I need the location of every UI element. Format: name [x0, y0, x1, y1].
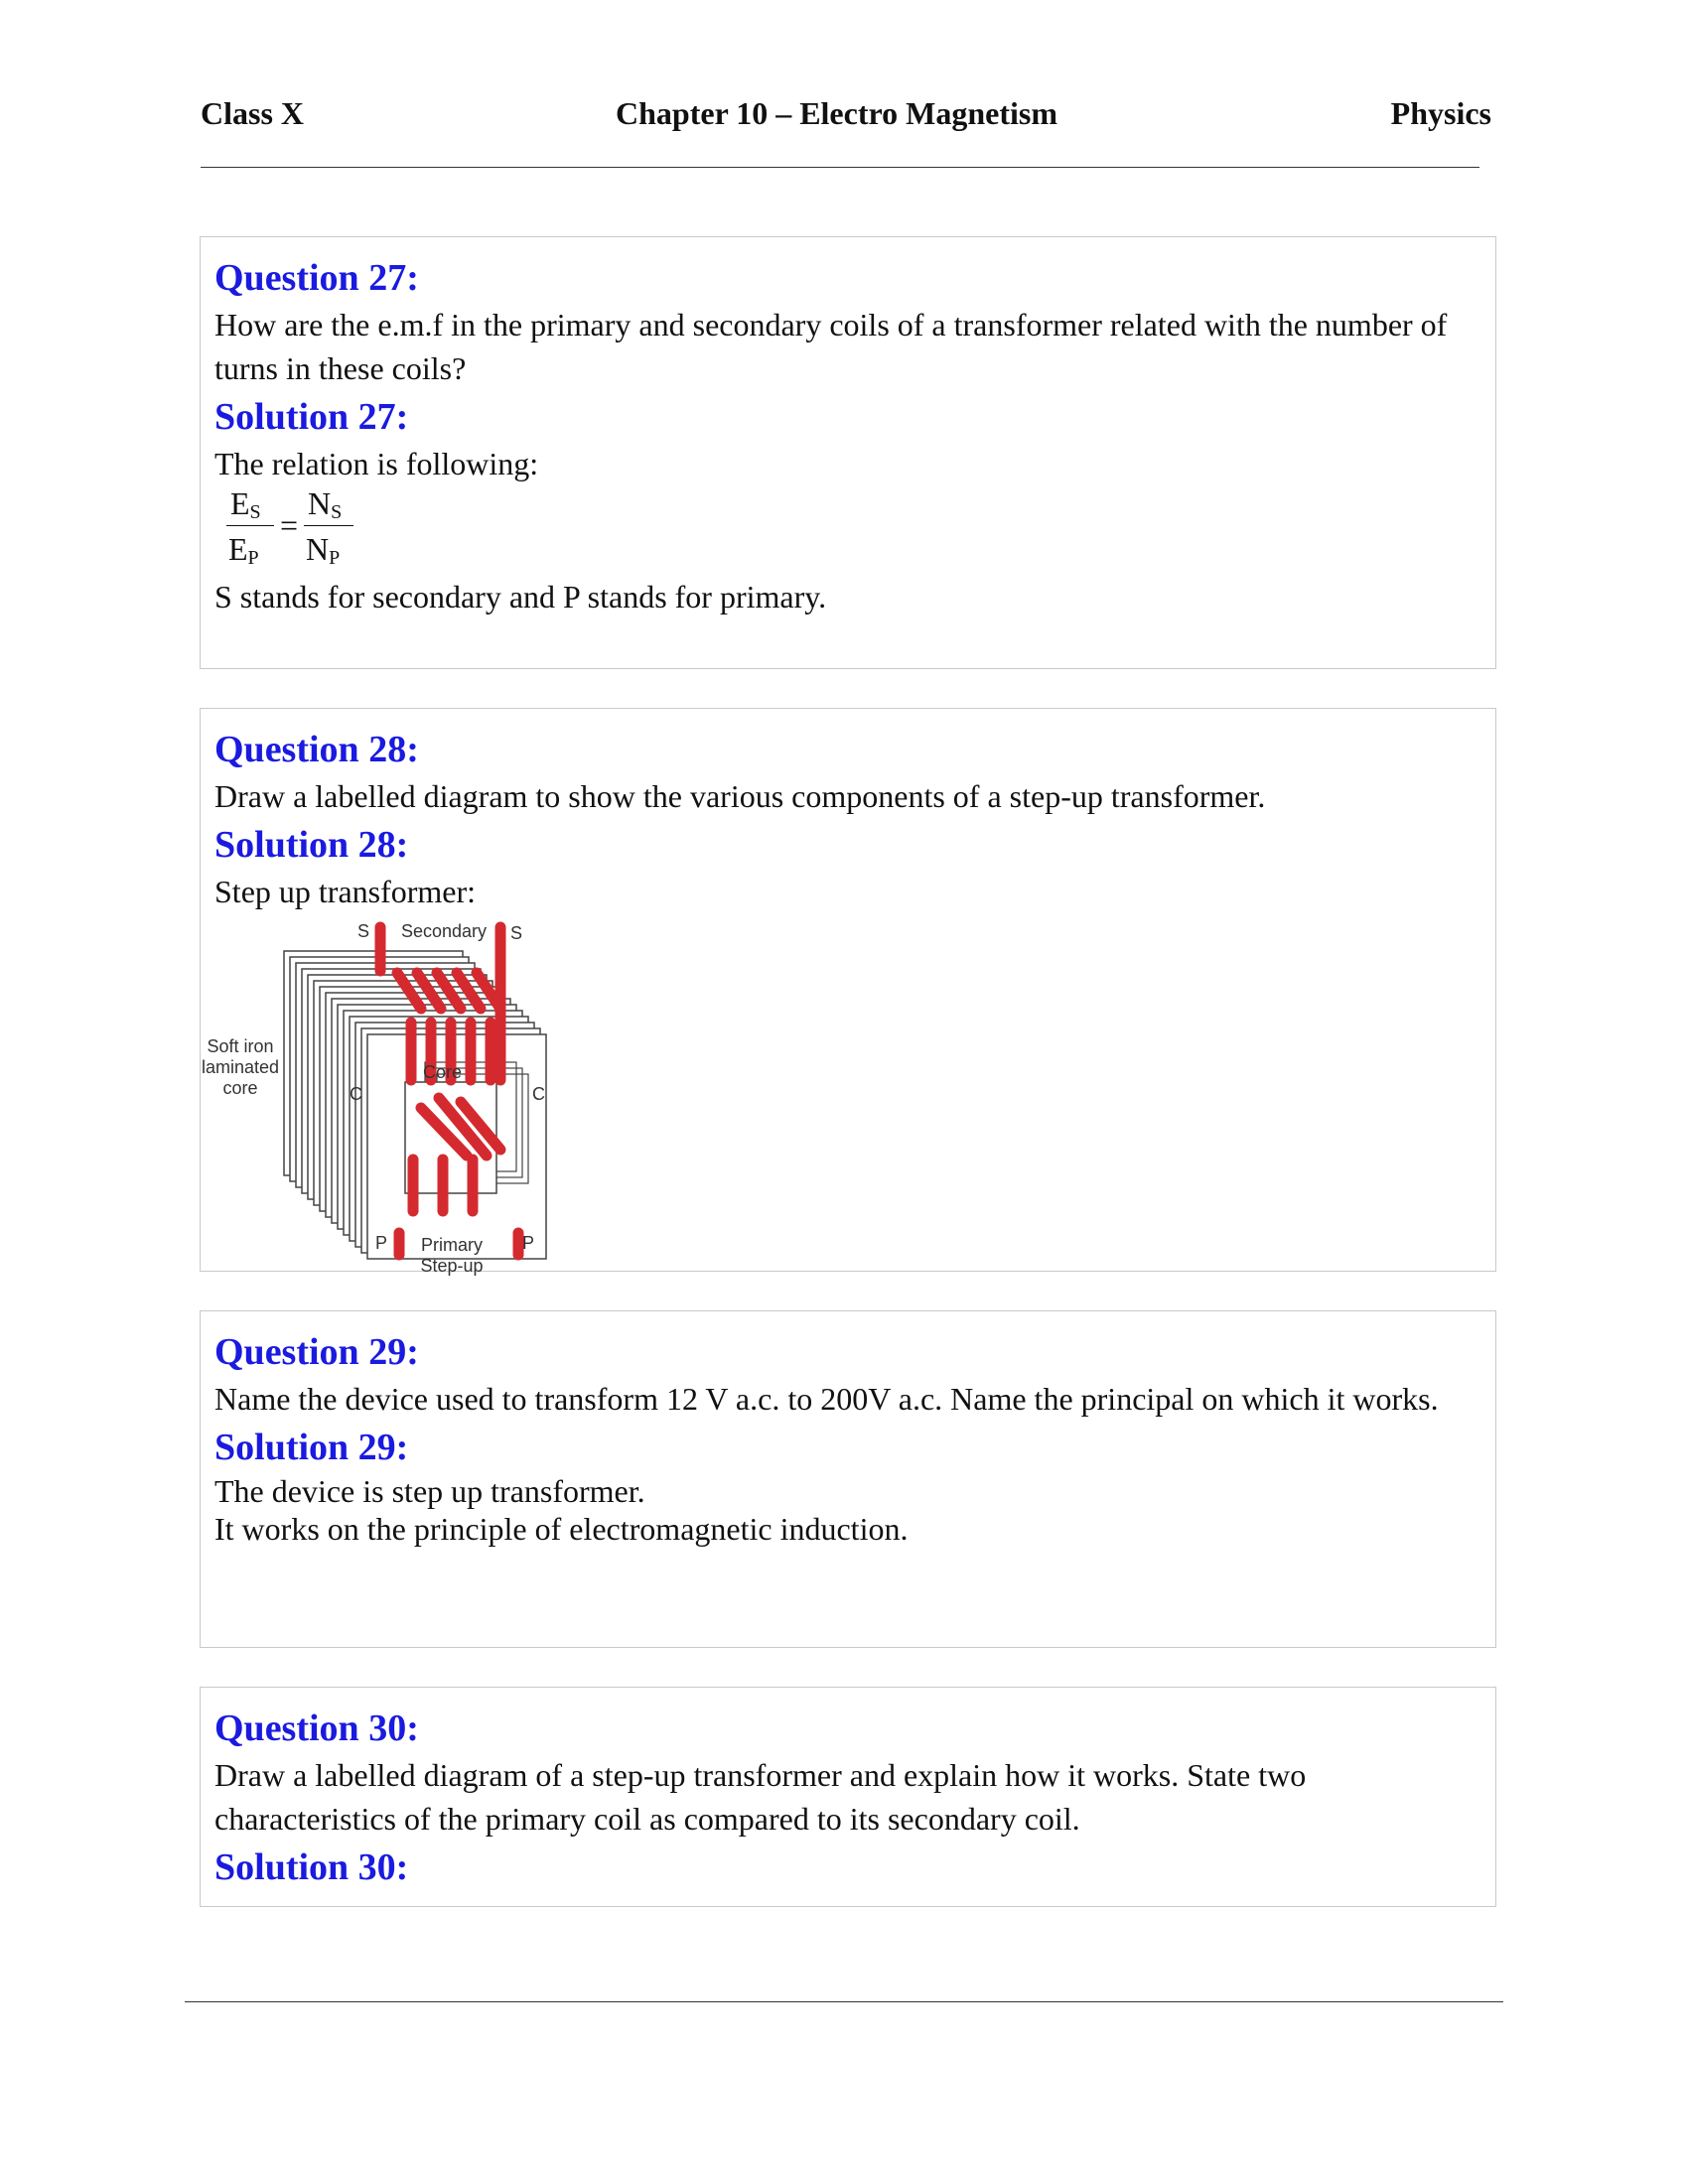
question-27-card: [200, 236, 1496, 669]
question-30-title: Question 30:: [214, 1707, 419, 1749]
solution-30-title: Solution 30:: [214, 1846, 409, 1888]
question-27-text: How are the e.m.f in the primary and secondary coils of a transformer related with the number of turns in these coils?: [214, 307, 1448, 386]
question-27-title: Question 27:: [214, 257, 419, 299]
question-28-title: Question 28:: [214, 729, 419, 770]
solution-28-line1: Step up transformer:: [214, 874, 477, 909]
solution-29-line2: It works on the principle of electromagnetic induction.: [214, 1511, 909, 1547]
emf-turns-formula: [222, 485, 361, 575]
header-subject: Physics: [1390, 95, 1491, 131]
solution-27-line1: The relation is following:: [214, 446, 539, 481]
formula-bar-left: [226, 525, 274, 526]
solution-27-title: Solution 27:: [214, 396, 409, 438]
label-c-right: C: [532, 1084, 545, 1104]
label-soft-iron-core: Soft iron laminated core: [201, 1036, 280, 1098]
formula-bar-right: [304, 525, 353, 526]
label-p-right: P: [522, 1233, 535, 1253]
formula-es: $E_S$: [230, 485, 261, 523]
footer-divider: [185, 2001, 1503, 2002]
formula-ep: $E_P$: [228, 531, 259, 569]
question-30-card: [200, 1687, 1496, 1907]
header-divider: [201, 167, 1479, 168]
question-29-title: Question 29:: [214, 1331, 419, 1373]
question-29-card: [200, 1310, 1496, 1648]
label-p-left: P: [375, 1233, 388, 1253]
solution-27-line2: S stands for secondary and P stands for primary.: [214, 579, 827, 614]
label-core: Core: [423, 1062, 463, 1082]
formula-equals: =: [280, 507, 299, 543]
question-28-card: [200, 708, 1496, 1276]
question-30-text: Draw a labelled diagram of a step-up transformer and explain how it works. State two characteristics of the primary coil as compared to its secondary coil.: [214, 1757, 1307, 1837]
header-class: Class X: [201, 95, 305, 131]
solution-28-title: Solution 28:: [214, 824, 409, 866]
label-primary-stepup: Primary Step-up: [420, 1235, 484, 1276]
header-chapter: Chapter 10 – Electro Magnetism: [616, 95, 1057, 131]
label-s-left: S: [357, 921, 370, 941]
solution-29-line1: The device is step up transformer.: [214, 1473, 645, 1509]
formula-ns: $N_S$: [308, 485, 343, 523]
page-header: [201, 95, 1491, 145]
step-up-transformer-diagram: [201, 913, 618, 1276]
question-29-text: Name the device used to transform 12 V a.c. to 200V a.c. Name the principal on which it works.: [214, 1381, 1439, 1417]
solution-29-title: Solution 29:: [214, 1427, 409, 1468]
question-28-text: Draw a labelled diagram to show the various components of a step-up transformer.: [214, 778, 1266, 814]
label-secondary: Secondary: [401, 921, 488, 941]
formula-np: $N_P$: [306, 531, 341, 569]
label-c-left: C: [350, 1084, 362, 1104]
label-s-right: S: [510, 923, 523, 943]
